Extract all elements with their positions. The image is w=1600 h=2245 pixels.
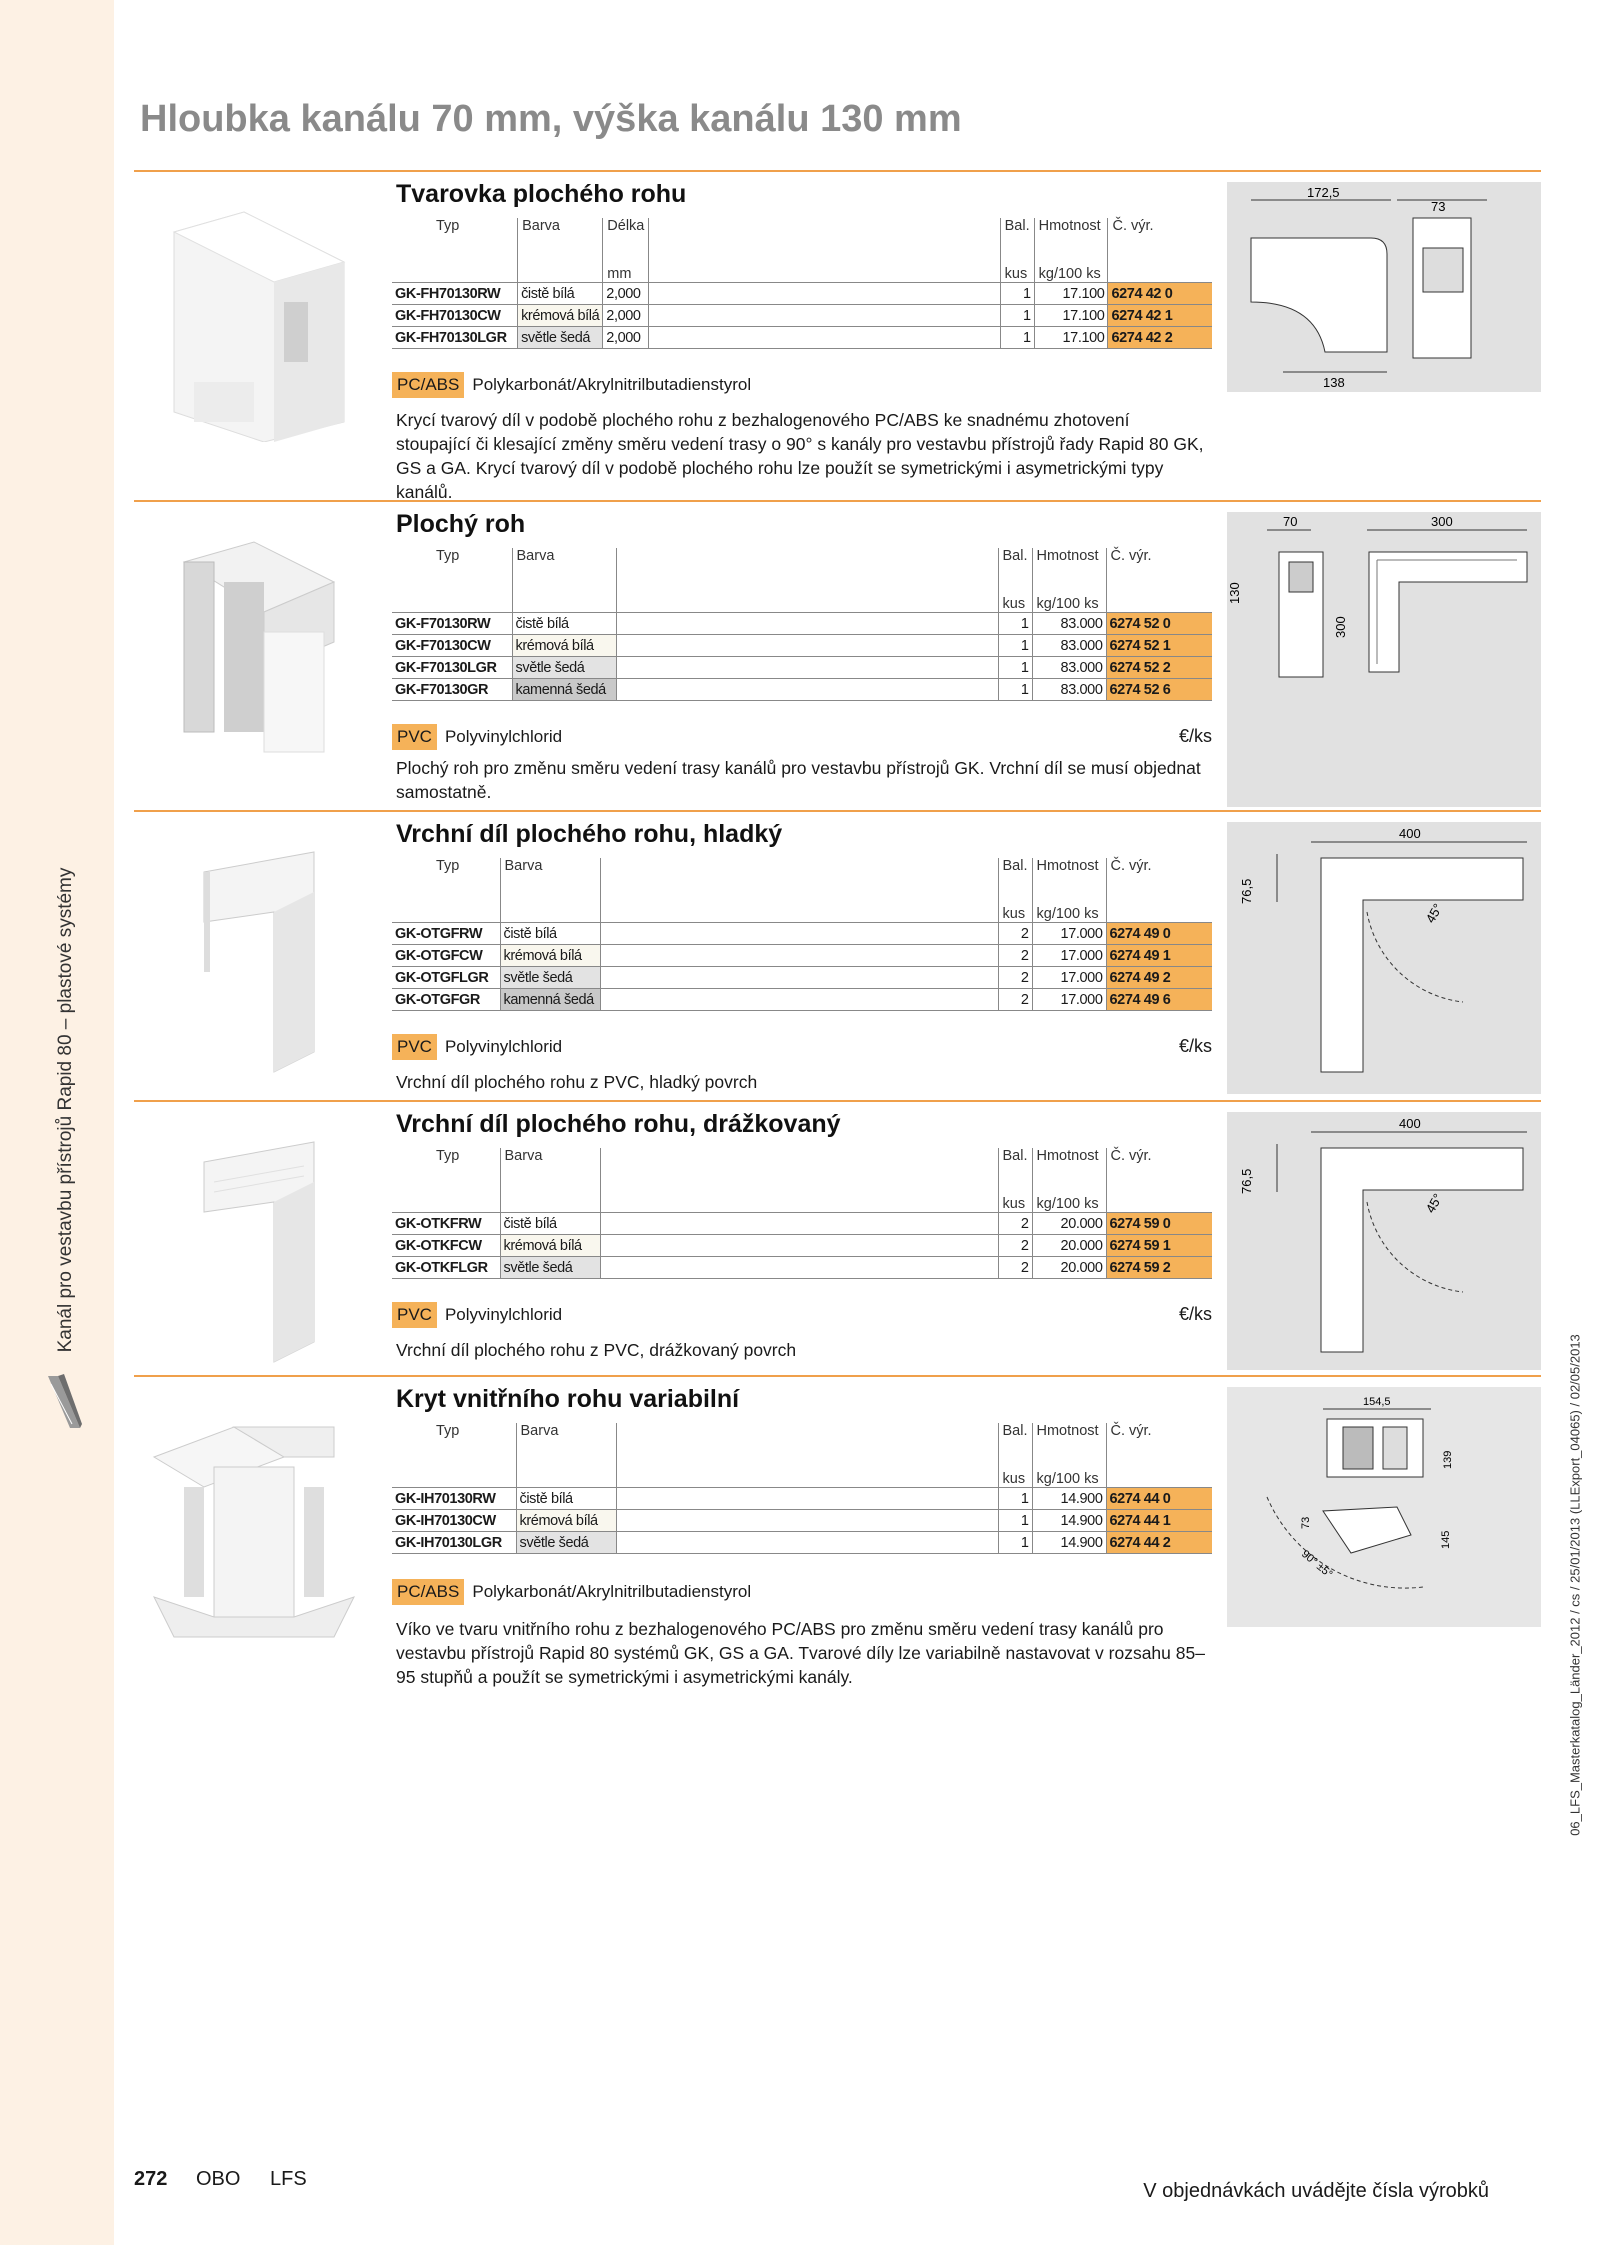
product-table — [392, 858, 1212, 1011]
description: Krycí tvarový díl v podobě plochého rohu z bezhalogenového PC/ABS ke snadnému zhotovení stoupající či klesající změny směru vedení trasy o 90° s kanály pro vestavbu přístrojů řady Rapid 80 GK, GS a GA. Krycí tvarový díl v podobě plochého rohu lze použít se symetrickými i asymetrickými typy kanálů. — [396, 410, 1204, 502]
type-cell: GK-IH70130RW — [392, 1488, 516, 1510]
dimension-label: 400 — [1399, 826, 1421, 841]
technical-drawing — [1227, 1112, 1541, 1370]
color-cell: krémová bílá — [518, 305, 603, 327]
col-header: Bal. — [998, 858, 1032, 880]
article-number: 6274 52 1 — [1106, 635, 1212, 657]
color-cell: světle šedá — [518, 327, 603, 349]
type-cell: GK-FH70130CW — [392, 305, 518, 327]
product-section — [134, 1100, 1541, 1377]
material-tag: PC/ABS — [392, 372, 464, 398]
material-name: Polykarbonát/Akrylnitrilbutadienstyrol — [472, 375, 752, 394]
col-header: Č. výr. — [1106, 858, 1212, 880]
type-cell: GK-F70130GR — [392, 679, 512, 701]
pack-cell: 2 — [998, 989, 1032, 1011]
price-unit: €/ks — [1178, 1304, 1212, 1324]
price-unit: €/ks — [1178, 726, 1212, 746]
weight-cell: 83.000 — [1032, 679, 1106, 701]
technical-drawing — [1227, 182, 1541, 392]
table-row — [392, 1257, 1212, 1279]
weight-cell: 17.100 — [1034, 327, 1108, 349]
material-tag: PVC — [392, 1302, 437, 1328]
type-cell: GK-F70130CW — [392, 635, 512, 657]
unit-label: kg/100 ks — [1032, 1194, 1106, 1213]
product-photo — [134, 1397, 374, 1647]
weight-cell: 14.900 — [1032, 1510, 1106, 1532]
product-section — [134, 810, 1541, 1102]
weight-cell: 83.000 — [1032, 613, 1106, 635]
division-label: LFS — [270, 2168, 307, 2190]
dimension-label: 45° — [1422, 900, 1446, 926]
material-line — [392, 372, 751, 398]
table-row — [392, 989, 1212, 1011]
col-header: Bal. — [998, 1148, 1032, 1170]
table-row — [392, 1213, 1212, 1235]
article-number: 6274 42 2 — [1108, 327, 1212, 349]
col-header: Barva — [512, 548, 616, 570]
material-name: Polyvinylchlorid — [444, 1037, 563, 1056]
table-row — [392, 967, 1212, 989]
material-tag: PVC — [392, 1034, 437, 1060]
article-number: 6274 44 0 — [1106, 1488, 1212, 1510]
weight-cell: 83.000 — [1032, 657, 1106, 679]
article-number: 6274 42 0 — [1108, 283, 1212, 305]
description: Plochý roh pro změnu směru vedení trasy kanálů pro vestavbu přístrojů GK. Vrchní díl se musí objednat samostatně. — [396, 758, 1201, 802]
type-cell: GK-OTGFLGR — [392, 967, 500, 989]
dimension-label: 76,5 — [1239, 1168, 1254, 1194]
product-section — [134, 170, 1541, 502]
pack-cell: 1 — [998, 1488, 1032, 1510]
unit-label: kus — [998, 594, 1032, 613]
brand-label: OBO — [196, 2168, 241, 2190]
dimension-label: 70 — [1283, 514, 1298, 529]
product-photo — [134, 832, 374, 1082]
page-number: 272 — [134, 2168, 168, 2190]
article-number: 6274 59 0 — [1106, 1213, 1212, 1235]
weight-cell: 20.000 — [1032, 1235, 1106, 1257]
table-row — [392, 283, 1212, 305]
unit-label: kus — [998, 904, 1032, 923]
length-cell: 2,000 — [603, 305, 649, 327]
dimension-label: 154,5 — [1363, 1396, 1391, 1408]
cable-duct-icon — [44, 1372, 84, 1434]
sidebar — [0, 0, 114, 2245]
weight-cell: 17.000 — [1032, 945, 1106, 967]
product-table — [392, 1148, 1212, 1279]
color-cell: světle šedá — [500, 967, 600, 989]
weight-cell: 20.000 — [1032, 1213, 1106, 1235]
dimension-label: 172,5 — [1307, 185, 1340, 200]
dimension-label: 76,5 — [1239, 878, 1254, 904]
description: Víko ve tvaru vnitřního rohu z bezhalogenového PC/ABS pro změnu směru vedení trasy kanálů pro vestavbu přístrojů Rapid 80 systémů GK, GS a GA. Tvarové díly lze variabilně nastavovat v rozsahu 85–95 stupňů a použít se symetrickými i asymetrickými kanály. — [396, 1619, 1205, 1687]
color-cell: světle šedá — [516, 1532, 616, 1554]
article-number: 6274 52 2 — [1106, 657, 1212, 679]
color-cell: kamenná šedá — [512, 679, 616, 701]
unit-label: kg/100 ks — [1032, 594, 1106, 613]
pack-cell: 2 — [998, 1235, 1032, 1257]
article-number: 6274 49 1 — [1106, 945, 1212, 967]
pack-cell: 1 — [998, 1532, 1032, 1554]
material-name: Polykarbonát/Akrylnitrilbutadienstyrol — [472, 1582, 752, 1601]
col-header: Typ — [436, 858, 460, 874]
page-title: Hloubka kanálu 70 mm, výška kanálu 130 mm — [140, 98, 962, 140]
pack-cell: 1 — [998, 635, 1032, 657]
color-cell: čistě bílá — [516, 1488, 616, 1510]
col-header: Barva — [500, 1148, 600, 1170]
dimension-label: 139 — [1442, 1450, 1454, 1469]
col-header: Typ — [436, 1423, 460, 1439]
col-header: Č. výr. — [1108, 218, 1212, 240]
color-cell: kamenná šedá — [500, 989, 600, 1011]
weight-cell: 14.900 — [1032, 1532, 1106, 1554]
col-header: Typ — [436, 218, 460, 234]
dimension-label: 145 — [1440, 1530, 1452, 1549]
article-number: 6274 44 1 — [1106, 1510, 1212, 1532]
type-cell: GK-FH70130RW — [392, 283, 518, 305]
table-row — [392, 305, 1212, 327]
product-photo — [134, 192, 374, 442]
dimension-label: 300 — [1333, 616, 1348, 638]
table-row — [392, 1488, 1212, 1510]
weight-cell: 17.000 — [1032, 989, 1106, 1011]
type-cell: GK-F70130RW — [392, 613, 512, 635]
unit-label: kg/100 ks — [1032, 1469, 1106, 1488]
weight-cell: 17.100 — [1034, 305, 1108, 327]
color-cell: světle šedá — [500, 1257, 600, 1279]
pack-cell: 2 — [998, 923, 1032, 945]
section-title: Kryt vnitřního rohu variabilní — [396, 1385, 740, 1413]
table-row — [392, 657, 1212, 679]
col-header: Hmotnost — [1032, 1148, 1106, 1170]
length-cell: 2,000 — [603, 283, 649, 305]
type-cell: GK-OTGFGR — [392, 989, 500, 1011]
col-header: Č. výr. — [1106, 548, 1212, 570]
type-cell: GK-OTKFRW — [392, 1213, 500, 1235]
article-number: 6274 49 2 — [1106, 967, 1212, 989]
weight-cell: 17.000 — [1032, 967, 1106, 989]
product-section — [134, 500, 1541, 812]
product-table — [392, 1423, 1212, 1554]
weight-cell: 14.900 — [1032, 1488, 1106, 1510]
table-row — [392, 1532, 1212, 1554]
col-header: Bal. — [1000, 218, 1034, 240]
article-number: 6274 52 0 — [1106, 613, 1212, 635]
col-header: Barva — [500, 858, 600, 880]
dimension-label: 73 — [1431, 199, 1446, 214]
type-cell: GK-F70130LGR — [392, 657, 512, 679]
material-line — [392, 1579, 751, 1605]
material-tag: PVC — [392, 724, 437, 750]
unit-label: kus — [1000, 264, 1034, 283]
dimension-label: 130 — [1227, 582, 1242, 604]
type-cell: GK-FH70130LGR — [392, 327, 518, 349]
product-table — [392, 548, 1212, 701]
dimension-label: 73 — [1300, 1516, 1312, 1529]
section-title: Vrchní díl plochého rohu, drážkovaný — [396, 1110, 841, 1138]
article-number: 6274 42 1 — [1108, 305, 1212, 327]
section-title: Plochý roh — [396, 510, 526, 538]
weight-cell: 17.000 — [1032, 923, 1106, 945]
color-cell: krémová bílá — [500, 945, 600, 967]
type-cell: GK-OTKFLGR — [392, 1257, 500, 1279]
pack-cell: 2 — [998, 945, 1032, 967]
col-header: Hmotnost — [1034, 218, 1108, 240]
col-header: Barva — [518, 218, 603, 240]
color-cell: krémová bílá — [512, 635, 616, 657]
type-cell: GK-OTGFRW — [392, 923, 500, 945]
table-row — [392, 327, 1212, 349]
col-header: Barva — [516, 1423, 616, 1445]
material-name: Polyvinylchlorid — [444, 1305, 563, 1324]
table-row — [392, 1235, 1212, 1257]
dimension-label: 300 — [1431, 514, 1453, 529]
product-photo — [134, 522, 374, 772]
pack-cell: 1 — [998, 679, 1032, 701]
color-cell: čistě bílá — [500, 923, 600, 945]
article-number: 6274 49 0 — [1106, 923, 1212, 945]
color-cell: čistě bílá — [500, 1213, 600, 1235]
table-row — [392, 679, 1212, 701]
type-cell: GK-OTGFCW — [392, 945, 500, 967]
pack-cell: 1 — [998, 613, 1032, 635]
unit-label: mm — [603, 264, 649, 283]
col-header: Bal. — [998, 1423, 1032, 1445]
pack-cell: 1 — [998, 657, 1032, 679]
material-line — [392, 1302, 562, 1328]
technical-drawing — [1227, 512, 1541, 807]
material-name: Polyvinylchlorid — [444, 727, 563, 746]
dimension-label: 90° ±5° — [1299, 1548, 1335, 1581]
technical-drawing — [1227, 1387, 1541, 1627]
col-header: Č. výr. — [1106, 1148, 1212, 1170]
product-section — [134, 1375, 1541, 1707]
col-header: Hmotnost — [1032, 858, 1106, 880]
material-line — [392, 1034, 562, 1060]
table-row — [392, 945, 1212, 967]
color-cell: světle šedá — [512, 657, 616, 679]
material-line — [392, 724, 562, 750]
col-header: Délka — [603, 218, 649, 240]
weight-cell: 83.000 — [1032, 635, 1106, 657]
pack-cell: 2 — [998, 1213, 1032, 1235]
product-table — [392, 218, 1212, 349]
pack-cell: 2 — [998, 967, 1032, 989]
color-cell: krémová bílá — [500, 1235, 600, 1257]
section-title: Tvarovka plochého rohu — [396, 180, 687, 208]
article-number: 6274 52 6 — [1106, 679, 1212, 701]
col-header: Hmotnost — [1032, 1423, 1106, 1445]
article-number: 6274 59 2 — [1106, 1257, 1212, 1279]
section-title: Vrchní díl plochého rohu, hladký — [396, 820, 783, 848]
price-unit: €/ks — [1178, 1036, 1212, 1056]
col-header: Typ — [436, 1148, 460, 1164]
color-cell: čistě bílá — [518, 283, 603, 305]
technical-drawing — [1227, 822, 1541, 1094]
description: Vrchní díl plochého rohu z PVC, hladký povrch — [396, 1072, 758, 1092]
color-cell: čistě bílá — [512, 613, 616, 635]
length-cell: 2,000 — [603, 327, 649, 349]
type-cell: GK-IH70130LGR — [392, 1532, 516, 1554]
material-tag: PC/ABS — [392, 1579, 464, 1605]
color-cell: krémová bílá — [516, 1510, 616, 1532]
dimension-label: 400 — [1399, 1116, 1421, 1131]
pack-cell: 1 — [998, 1510, 1032, 1532]
ordering-note: V objednávkách uvádějte čísla výrobků — [1143, 2180, 1489, 2202]
weight-cell: 20.000 — [1032, 1257, 1106, 1279]
unit-label: kg/100 ks — [1034, 264, 1108, 283]
col-header: Č. výr. — [1106, 1423, 1212, 1445]
unit-label: kus — [998, 1194, 1032, 1213]
type-cell: GK-OTKFCW — [392, 1235, 500, 1257]
col-header: Typ — [436, 548, 460, 564]
col-header: Bal. — [998, 548, 1032, 570]
table-row — [392, 1510, 1212, 1532]
document-id: 06_LFS_Masterkatalog_Länder_2012 / cs / 25/01/2013 (LLExport_04065) / 02/05/2013 — [1567, 1334, 1583, 1836]
article-number: 6274 44 2 — [1106, 1532, 1212, 1554]
table-row — [392, 923, 1212, 945]
pack-cell: 1 — [1000, 305, 1034, 327]
unit-label: kus — [998, 1469, 1032, 1488]
pack-cell: 1 — [1000, 283, 1034, 305]
pack-cell: 2 — [998, 1257, 1032, 1279]
col-header: Hmotnost — [1032, 548, 1106, 570]
type-cell: GK-IH70130CW — [392, 1510, 516, 1532]
description: Vrchní díl plochého rohu z PVC, drážkovaný povrch — [396, 1340, 797, 1360]
dimension-label: 138 — [1323, 375, 1345, 390]
article-number: 6274 59 1 — [1106, 1235, 1212, 1257]
article-number: 6274 49 6 — [1106, 989, 1212, 1011]
dimension-label: 45° — [1422, 1190, 1446, 1216]
table-row — [392, 613, 1212, 635]
weight-cell: 17.100 — [1034, 283, 1108, 305]
product-photo — [134, 1122, 374, 1372]
pack-cell: 1 — [1000, 327, 1034, 349]
unit-label: kg/100 ks — [1032, 904, 1106, 923]
table-row — [392, 635, 1212, 657]
sidebar-label: Kanál pro vestavbu přístrojů Rapid 80 – plastové systémy — [55, 867, 76, 1353]
